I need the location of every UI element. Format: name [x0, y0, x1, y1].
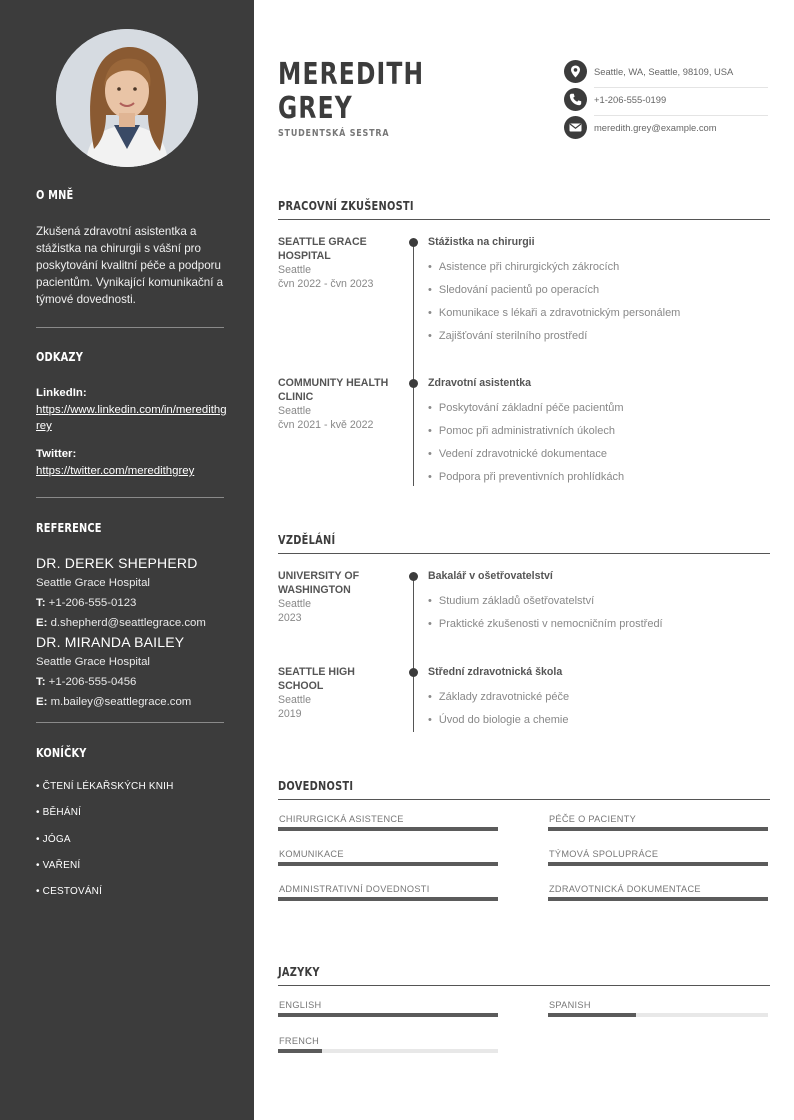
reference-phone	[36, 595, 228, 612]
experience-divider	[278, 219, 770, 220]
experience-bullet: • Asistence při chirurgických zákrocích	[428, 261, 619, 273]
education-location: Seattle	[278, 694, 311, 706]
sidebar	[0, 0, 254, 1120]
skill-bar	[278, 827, 498, 831]
references-heading: REFERENCE	[36, 521, 102, 535]
experience-bullet: • Poskytování základní péče pacientům	[428, 402, 624, 414]
reference-name: DR. DEREK SHEPHERD	[36, 555, 198, 571]
skill-name: ADMINISTRATIVNÍ DOVEDNOSTI	[279, 884, 430, 894]
reference-org: Seattle Grace Hospital	[36, 656, 150, 668]
language-bar-fill	[548, 1013, 636, 1017]
timeline-dot	[409, 238, 418, 247]
experience-entry-meta	[278, 236, 396, 291]
education-entry-meta	[278, 570, 396, 625]
skill-bar	[548, 827, 768, 831]
links-heading: ODKAZY	[36, 350, 84, 364]
education-bullet: • Základy zdravotnické péče	[428, 691, 569, 703]
education-heading: VZDĚLÁNÍ	[278, 533, 336, 547]
experience-dates: čvn 2021 - kvě 2022	[278, 419, 374, 431]
education-title: Bakalář v ošetřovatelství	[428, 570, 553, 582]
skill-bar	[278, 897, 498, 901]
education-bullet: • Studium základů ošetřovatelství	[428, 595, 594, 607]
reference-email-value: m.bailey@seattlegrace.com	[50, 696, 192, 708]
language-bar	[278, 1013, 498, 1017]
experience-org: SEATTLE GRACE HOSPITAL	[278, 236, 367, 262]
education-timeline	[413, 576, 414, 732]
skill-item	[548, 849, 768, 866]
skill-item	[278, 814, 498, 831]
skill-item	[548, 884, 768, 901]
skill-bar-fill	[548, 862, 768, 866]
experience-org: COMMUNITY HEALTH CLINIC	[278, 377, 389, 403]
reference-org: Seattle Grace Hospital	[36, 577, 150, 589]
experience-dates: čvn 2022 - čvn 2023	[278, 278, 374, 290]
experience-title: Stážistka na chirurgii	[428, 236, 535, 248]
about-heading: O MNĚ	[36, 188, 74, 202]
skill-name: PÉČE O PACIENTY	[549, 814, 637, 824]
experience-bullet: • Podpora při preventivních prohlídkách	[428, 471, 624, 483]
reference-phone	[36, 674, 228, 691]
education-dates: 2023	[278, 612, 302, 624]
language-bar	[548, 1013, 768, 1017]
timeline-dot	[409, 572, 418, 581]
skill-bar	[548, 897, 768, 901]
language-item	[278, 1036, 498, 1053]
job-role: STUDENTSKÁ SESTRA	[278, 128, 390, 139]
phone-icon	[564, 88, 587, 111]
experience-bullet: • Zajišťování sterilního prostředí	[428, 330, 587, 342]
skill-bar-fill	[278, 827, 498, 831]
hobbies-heading: KONÍČKY	[36, 746, 87, 760]
hobby-item: • VAŘENÍ	[36, 860, 81, 871]
language-name: SPANISH	[549, 1000, 591, 1010]
reference-phone-label: T:	[36, 676, 46, 688]
skill-item	[548, 814, 768, 831]
links-divider	[36, 497, 224, 498]
link-twitter-url[interactable]: https://twitter.com/meredithgrey	[36, 465, 195, 477]
reference-phone-value: +1-206-555-0456	[48, 676, 137, 688]
education-location: Seattle	[278, 598, 311, 610]
reference-item	[36, 634, 228, 711]
skill-bar-fill	[548, 827, 768, 831]
hobby-item: • ČTENÍ LÉKAŘSKÝCH KNIH	[36, 781, 174, 792]
hobby-item: • JÓGA	[36, 834, 71, 845]
languages-heading: JAZYKY	[278, 965, 320, 979]
link-twitter	[36, 446, 228, 479]
reference-item	[36, 555, 228, 632]
language-bar-fill	[278, 1049, 322, 1053]
link-linkedin-label: LinkedIn:	[36, 387, 87, 399]
language-name: FRENCH	[279, 1036, 320, 1046]
hobby-item: • BĚHÁNÍ	[36, 807, 82, 818]
references-divider	[36, 722, 224, 723]
experience-timeline	[413, 242, 414, 486]
skill-item	[278, 884, 498, 901]
language-item	[278, 1000, 498, 1017]
skill-bar-fill	[548, 897, 768, 901]
skill-bar-fill	[278, 862, 498, 866]
reference-email	[36, 615, 228, 632]
experience-location: Seattle	[278, 264, 311, 276]
language-item	[548, 1000, 768, 1017]
skill-item	[278, 849, 498, 866]
reference-phone-value: +1-206-555-0123	[48, 597, 137, 609]
reference-email-label: E:	[36, 617, 48, 629]
link-linkedin	[36, 385, 228, 434]
contact-phone	[564, 88, 768, 114]
contact-address	[564, 60, 768, 86]
skills-heading: DOVEDNOSTI	[278, 779, 354, 793]
education-bullet: • Praktické zkušenosti v nemocničním prostředí	[428, 618, 663, 630]
languages-divider	[278, 985, 770, 986]
education-dates: 2019	[278, 708, 302, 720]
experience-heading: PRACOVNÍ ZKUŠENOSTI	[278, 199, 414, 213]
experience-entry-meta	[278, 377, 396, 432]
experience-bullet: • Sledování pacientů po operacích	[428, 284, 599, 296]
reference-name: DR. MIRANDA BAILEY	[36, 634, 185, 650]
last-name: GREY	[278, 91, 353, 126]
email-icon	[564, 116, 587, 139]
location-pin-icon	[564, 60, 587, 83]
contact-address-text: Seattle, WA, Seattle, 98109, USA	[594, 66, 734, 77]
experience-location: Seattle	[278, 405, 311, 417]
first-name: MEREDITH	[278, 57, 425, 92]
reference-email-value: d.shepherd@seattlegrace.com	[50, 617, 206, 629]
skill-name: KOMUNIKACE	[279, 849, 344, 859]
skill-name: ZDRAVOTNICKÁ DOKUMENTACE	[549, 884, 701, 894]
timeline-dot	[409, 668, 418, 677]
reference-email	[36, 694, 228, 711]
language-bar	[278, 1049, 498, 1053]
contact-email-text: meredith.grey@example.com	[594, 122, 717, 133]
education-org: UNIVERSITY OF WASHINGTON	[278, 570, 360, 596]
link-linkedin-url[interactable]: https://www.linkedin.com/in/meredithgrey	[36, 404, 227, 432]
link-twitter-label: Twitter:	[36, 448, 77, 460]
about-text: Zkušená zdravotní asistentka a stážistka na chirurgii s vášní pro poskytování kvalitní péče a podporu pacientům. Vynikající komunikační a týmové dovednosti.	[36, 225, 224, 306]
about-divider	[36, 327, 224, 328]
reference-email-label: E:	[36, 696, 48, 708]
skill-bar	[278, 862, 498, 866]
experience-bullet: • Pomoc při administrativních úkolech	[428, 425, 615, 437]
language-bar-fill	[278, 1013, 498, 1017]
education-bullet: • Úvod do biologie a chemie	[428, 714, 569, 726]
hobby-item: • CESTOVÁNÍ	[36, 886, 103, 897]
reference-phone-label: T:	[36, 597, 46, 609]
timeline-dot	[409, 379, 418, 388]
profile-photo	[56, 29, 198, 167]
skill-bar	[548, 862, 768, 866]
education-divider	[278, 553, 770, 554]
experience-bullet: • Vedení zdravotnické dokumentace	[428, 448, 607, 460]
skill-name: CHIRURGICKÁ ASISTENCE	[279, 814, 404, 824]
contact-email	[564, 116, 768, 142]
skills-divider	[278, 799, 770, 800]
education-org: SEATTLE HIGH SCHOOL	[278, 666, 355, 692]
experience-bullet: • Komunikace s lékaři a zdravotnickým personálem	[428, 307, 680, 319]
education-title: Střední zdravotnická škola	[428, 666, 563, 678]
education-entry-meta	[278, 666, 396, 721]
skill-bar-fill	[278, 897, 498, 901]
experience-title: Zdravotní asistentka	[428, 377, 532, 389]
portrait-image	[56, 29, 198, 167]
skill-name: TÝMOVÁ SPOLUPRÁCE	[549, 849, 659, 859]
language-name: ENGLISH	[279, 1000, 322, 1010]
contact-phone-text: +1-206-555-0199	[594, 94, 667, 105]
